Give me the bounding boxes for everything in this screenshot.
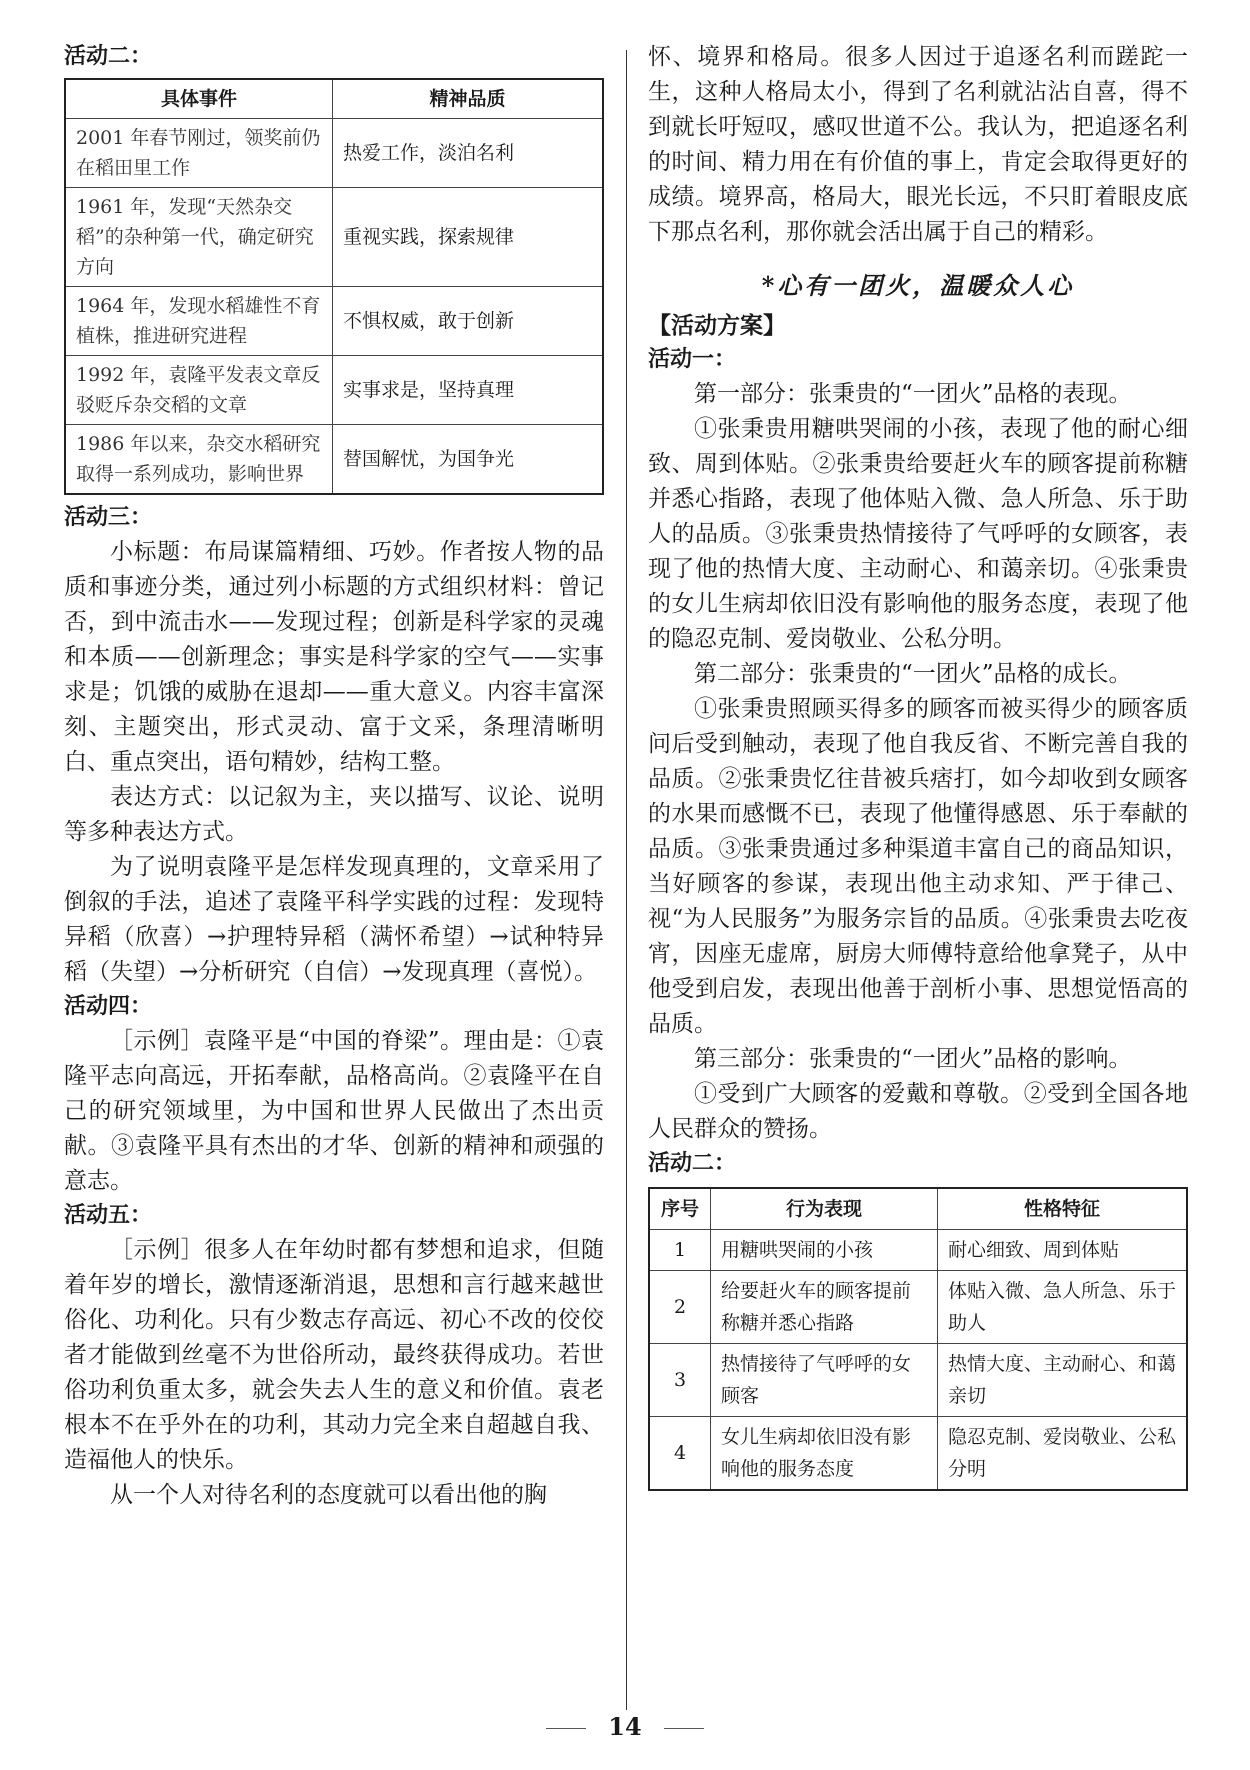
part1-title: 第一部分：张秉贵的“一团火”品格的表现。 [694,381,1132,407]
table-header: 精神品质 [333,79,604,119]
table-row [649,1417,1187,1491]
part2-text: ①张秉贵照顾买得多的顾客而被买得少的顾客质问后受到触动，表现了他自我反省、不断完善自我的品质。②张秉贵忆往昔被兵痞打，如今却收到女顾客的水果而感慨不已，表现了他懂得感恩、乐于奉献的品质。③张秉贵通过多种渠道丰富自己的商品知识，当好顾客的参谋，表现出他主动求知、严于律己、视“为人民服务”为服务宗旨的品质。④张秉贵去吃夜宵，因座无虚席，厨房大师傅特意给他拿凳子，从中他受到启发，表现出他善于剖析小事、思想觉悟高的品质。 [648,696,1188,1037]
table-cell: 重视实践，探索规律 [333,188,604,287]
activity5-paragraph-1: ［示例］很多人在年幼时都有梦想和追求，但随着年岁的增长，激情逐渐消退，思想和言行越来越世俗化、功利化。只有少数志存高远、初心不改的佼佼者才能做到丝毫不为世俗所动，最终获得成功。若世俗功利负重太多，就会失去人生的意义和价值。袁老根本不在乎外在的功利，其动力完全来自超越自我、造福他人的快乐。 [64,1237,604,1473]
events-qualities-table [64,78,604,495]
table-header-row [649,1188,1187,1230]
activity4-heading: 活动四： [64,994,153,1019]
activity3-paragraph-1: 小标题：布局谋篇精细、巧妙。作者按人物的品质和事迹分类，通过列小标题的方式组织材料：曾记否，到中流击水——发现过程；创新是科学家的灵魂和本质——创新理念；事实是科学家的空气——实事求是；饥饿的威胁在退却——重大意义。内容丰富深刻、主题突出，形式灵动、富于文采，条理清晰明白、重点突出，语句精妙，结构工整。 [64,539,604,775]
table-row [65,425,603,495]
table-row [649,1271,1187,1344]
table-row [649,1344,1187,1417]
table-cell: 体贴入微、急人所急、乐于助人 [938,1271,1188,1344]
footer-dash-right [664,1728,704,1729]
activity3-heading: 活动三： [64,505,153,530]
page-number: 14 [608,1712,642,1741]
right-column [648,40,1188,1491]
activity1-heading: 活动一： [648,347,737,372]
table-cell: 2001 年春节刚过，领奖前仍在稻田里工作 [65,119,333,188]
table-cell: 隐忍克制、爱岗敬业、公私分明 [938,1417,1188,1491]
table-row [65,356,603,425]
table-cell: 女儿生病却依旧没有影响他的服务态度 [711,1417,938,1491]
activity2-heading: 活动二： [64,44,153,69]
part3-title: 第三部分：张秉贵的“一团火”品格的影响。 [694,1046,1132,1072]
activity3-paragraph-2: 表达方式：以记叙为主，夹以描写、议论、说明等多种表达方式。 [64,784,604,845]
table-cell: 1964 年，发现水稻雄性不育植株，推进研究进程 [65,287,333,356]
table-cell: 1992 年，袁隆平发表文章反驳贬斥杂交稻的文章 [65,356,333,425]
table-row [649,1230,1187,1271]
activity-plan-heading: 【活动方案】 [648,313,786,339]
table-cell: 3 [649,1344,711,1417]
table-cell: 4 [649,1417,711,1491]
table-cell: 实事求是，坚持真理 [333,356,604,425]
activity5-heading: 活动五： [64,1203,153,1228]
table-header: 序号 [649,1188,711,1230]
table-header-row [65,79,603,119]
table-cell: 1986 年以来，杂交水稻研究取得一系列成功，影响世界 [65,425,333,495]
behavior-traits-table [648,1187,1188,1491]
table-row [65,119,603,188]
section-title: *心有一团火，温暖众人心 [761,271,1075,300]
table-header: 行为表现 [711,1188,938,1230]
table-header: 具体事件 [65,79,333,119]
part3-text: ①受到广大顾客的爱戴和尊敬。②受到全国各地人民群众的赞扬。 [648,1081,1188,1142]
part2-title: 第二部分：张秉贵的“一团火”品格的成长。 [694,661,1132,687]
page-footer [0,1712,1250,1741]
activity4-paragraph: ［示例］袁隆平是“中国的脊梁”。理由是：①袁隆平志向高远，开拓奉献，品格高尚。②袁隆平在自己的研究领域里，为中国和世界人民做出了杰出贡献。③袁隆平具有杰出的才华、创新的精神和顽强的意志。 [64,1028,604,1194]
activity3-paragraph-3: 为了说明袁隆平是怎样发现真理的，文章采用了倒叙的手法，追述了袁隆平科学实践的过程：发现特异稻（欣喜）→护理特异稻（满怀希望）→试种特异稻（失望）→分析研究（自信）→发现真理（喜悦）。 [64,854,604,985]
table-cell: 2 [649,1271,711,1344]
activity5-paragraph-2: 从一个人对待名利的态度就可以看出他的胸 [110,1482,547,1508]
table-cell: 不惧权威，敢于创新 [333,287,604,356]
table-header: 性格特征 [938,1188,1188,1230]
part1-text: ①张秉贵用糖哄哭闹的小孩，表现了他的耐心细致、周到体贴。②张秉贵给要赶火车的顾客提前称糖并悉心指路，表现了他体贴入微、急人所急、乐于助人的品质。③张秉贵热情接待了气呼呼的女顾客，表现了他的热情大度、主动耐心、和蔼亲切。④张秉贵的女儿生病却依旧没有影响他的服务态度，表现了他的隐忍克制、爱岗敬业、公私分明。 [648,416,1188,652]
table-cell: 1961 年，发现“天然杂交稻”的杂种第一代，确定研究方向 [65,188,333,287]
activity2-heading-right: 活动二： [648,1151,737,1176]
table-cell: 给要赶火车的顾客提前称糖并悉心指路 [711,1271,938,1344]
table-row [65,287,603,356]
table-cell: 1 [649,1230,711,1271]
table-cell: 耐心细致、周到体贴 [938,1230,1188,1271]
table-cell: 替国解忧，为国争光 [333,425,604,495]
left-column [64,40,604,1513]
table-cell: 热爱工作，淡泊名利 [333,119,604,188]
table-cell: 热情大度、主动耐心、和蔼亲切 [938,1344,1188,1417]
table-cell: 用糖哄哭闹的小孩 [711,1230,938,1271]
table-row [65,188,603,287]
footer-dash-left [546,1728,586,1729]
table-cell: 热情接待了气呼呼的女顾客 [711,1344,938,1417]
column-divider [626,50,627,1710]
continued-paragraph: 怀、境界和格局。很多人因过于追逐名利而蹉跎一生，这种人格局太小，得到了名利就沾沾自喜，得不到就长吁短叹，感叹世道不公。我认为，把追逐名利的时间、精力用在有价值的事上，肯定会取得更好的成绩。境界高，格局大，眼光长远，不只盯着眼皮底下那点名利，那你就会活出属于自己的精彩。 [648,44,1188,245]
